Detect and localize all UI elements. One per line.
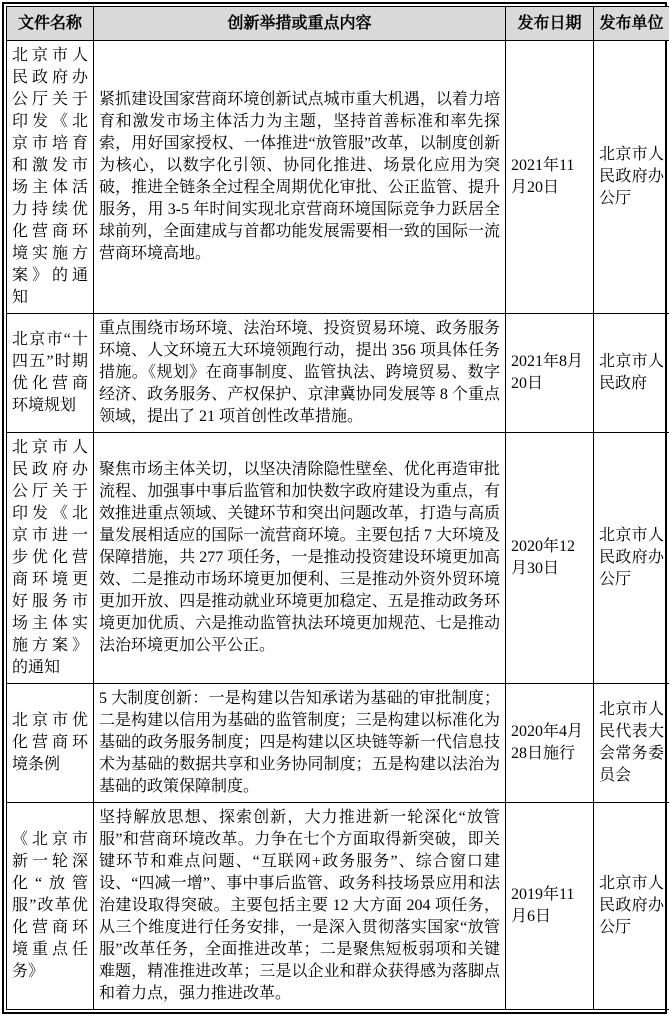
content-cell: 坚持解放思想、探索创新，大力推进新一轮深化“放管服”和营商环境改革。力争在七个方面取得新突破，即关键环节和难点问题、“互联网+政务服务”、综合窗口建设、“四减一增”、事中事后监管、政务科技场景应用和法治建设取得突破。主要包括主要 12 大方面 204 项任务，从三个维度进行任务安排，一是深入贯彻落实国家“放管服”改革任务，全面推进改革；二是聚焦短板弱项和关键难题，精准推进改革；三是以企业和群众获得感为落脚点和着力点，强力推进改革。 <box>94 803 506 1010</box>
content-cell: 紧抓建设国家营商环境创新试点城市重大机遇，以着力培育和激发市场主体活力为主题，坚持首善标准和率先探索，用好国家授权、一体推进“放管服”改革，以制度创新为核心，以数字化引领、协同化推进、场景化应用为突破，推进全链条全过程全周期优化审批、公正监管、提升服务，用 3-5 年时间实现北京营商环境国际竞争力跃居全球前列，全面建成与首都功能发展需要相一致的国际一流营商环境高地。 <box>94 41 506 314</box>
header-date: 发布日期 <box>506 7 594 41</box>
doc-name-cell: 北京市优化营商环境条例 <box>7 684 94 803</box>
date-cell: 2019年11月6日 <box>506 803 594 1010</box>
policy-table <box>6 6 669 1010</box>
unit-cell: 北京市人民政府办公厅 <box>594 41 669 314</box>
header-row <box>7 7 669 41</box>
table-row <box>7 433 669 684</box>
date-cell: 2020年12月30日 <box>506 433 594 684</box>
doc-name-cell: 北京市“十四五”时期优化营商环境规划 <box>7 314 94 433</box>
content-cell: 5 大制度创新：一是构建以告知承诺为基础的审批制度；二是构建以信用为基础的监管制度；三是构建以标准化为基础的政务服务制度；四是构建以区块链等新一代信息技术为基础的数据共享和业务协同制度；五是构建以法治为基础的政策保障制度。 <box>94 684 506 803</box>
unit-cell: 北京市人民代表大会常务委员会 <box>594 684 669 803</box>
table-row <box>7 41 669 314</box>
date-cell: 2020年4月28日施行 <box>506 684 594 803</box>
unit-cell: 北京市人民政府 <box>594 314 669 433</box>
content-cell: 聚焦市场主体关切，以坚决清除隐性壁垒、优化再造审批流程、加强事中事后监管和加快数字政府建设为重点，有效推进重点领域、关键环节和突出问题改革，打造与高质量发展相适应的国际一流营商环境。主要包括 7 大环境及保障措施，共 277 项任务，一是推动投资建设环境更加高效、二是推动市场环境更加便利、三是推动外资外贸环境更加开放、四是推动就业环境更加稳定、五是推动政务环境更加优质、六是推动监管执法环境更加规范、七是推动法治环境更加公平公正。 <box>94 433 506 684</box>
date-cell: 2021年8月20日 <box>506 314 594 433</box>
table-row <box>7 684 669 803</box>
header-unit: 发布单位 <box>594 7 669 41</box>
header-content: 创新举措或重点内容 <box>94 7 506 41</box>
content-cell: 重点围绕市场环境、法治环境、投资贸易环境、政务服务环境、人文环境五大环境领跑行动，提出 356 项具体任务措施。《规划》在商事制度、监管执法、跨境贸易、数字经济、政务服务、产权保护、京津冀协同发展等 8 个重点领域，提出了 21 项首创性改革措施。 <box>94 314 506 433</box>
doc-name-cell: 北京市人民政府办公厅关于印发《北京市进一步优化营商环境更好服务市场主体实施方案》的通知 <box>7 433 94 684</box>
date-cell: 2021年11月20日 <box>506 41 594 314</box>
doc-name-cell: 《北京市新一轮深化“放管服”改革优化营商环境重点任务》 <box>7 803 94 1010</box>
table-row <box>7 314 669 433</box>
unit-cell: 北京市人民政府办公厅 <box>594 433 669 684</box>
header-doc-name: 文件名称 <box>7 7 94 41</box>
table-row <box>7 803 669 1010</box>
table-frame <box>2 2 667 1014</box>
unit-cell: 北京市人民政府办公厅 <box>594 803 669 1010</box>
doc-name-cell: 北京市人民政府办公厅关于印发《北京市培育和激发市场主体活力持续优化营商环境实施方案》的通知 <box>7 41 94 314</box>
